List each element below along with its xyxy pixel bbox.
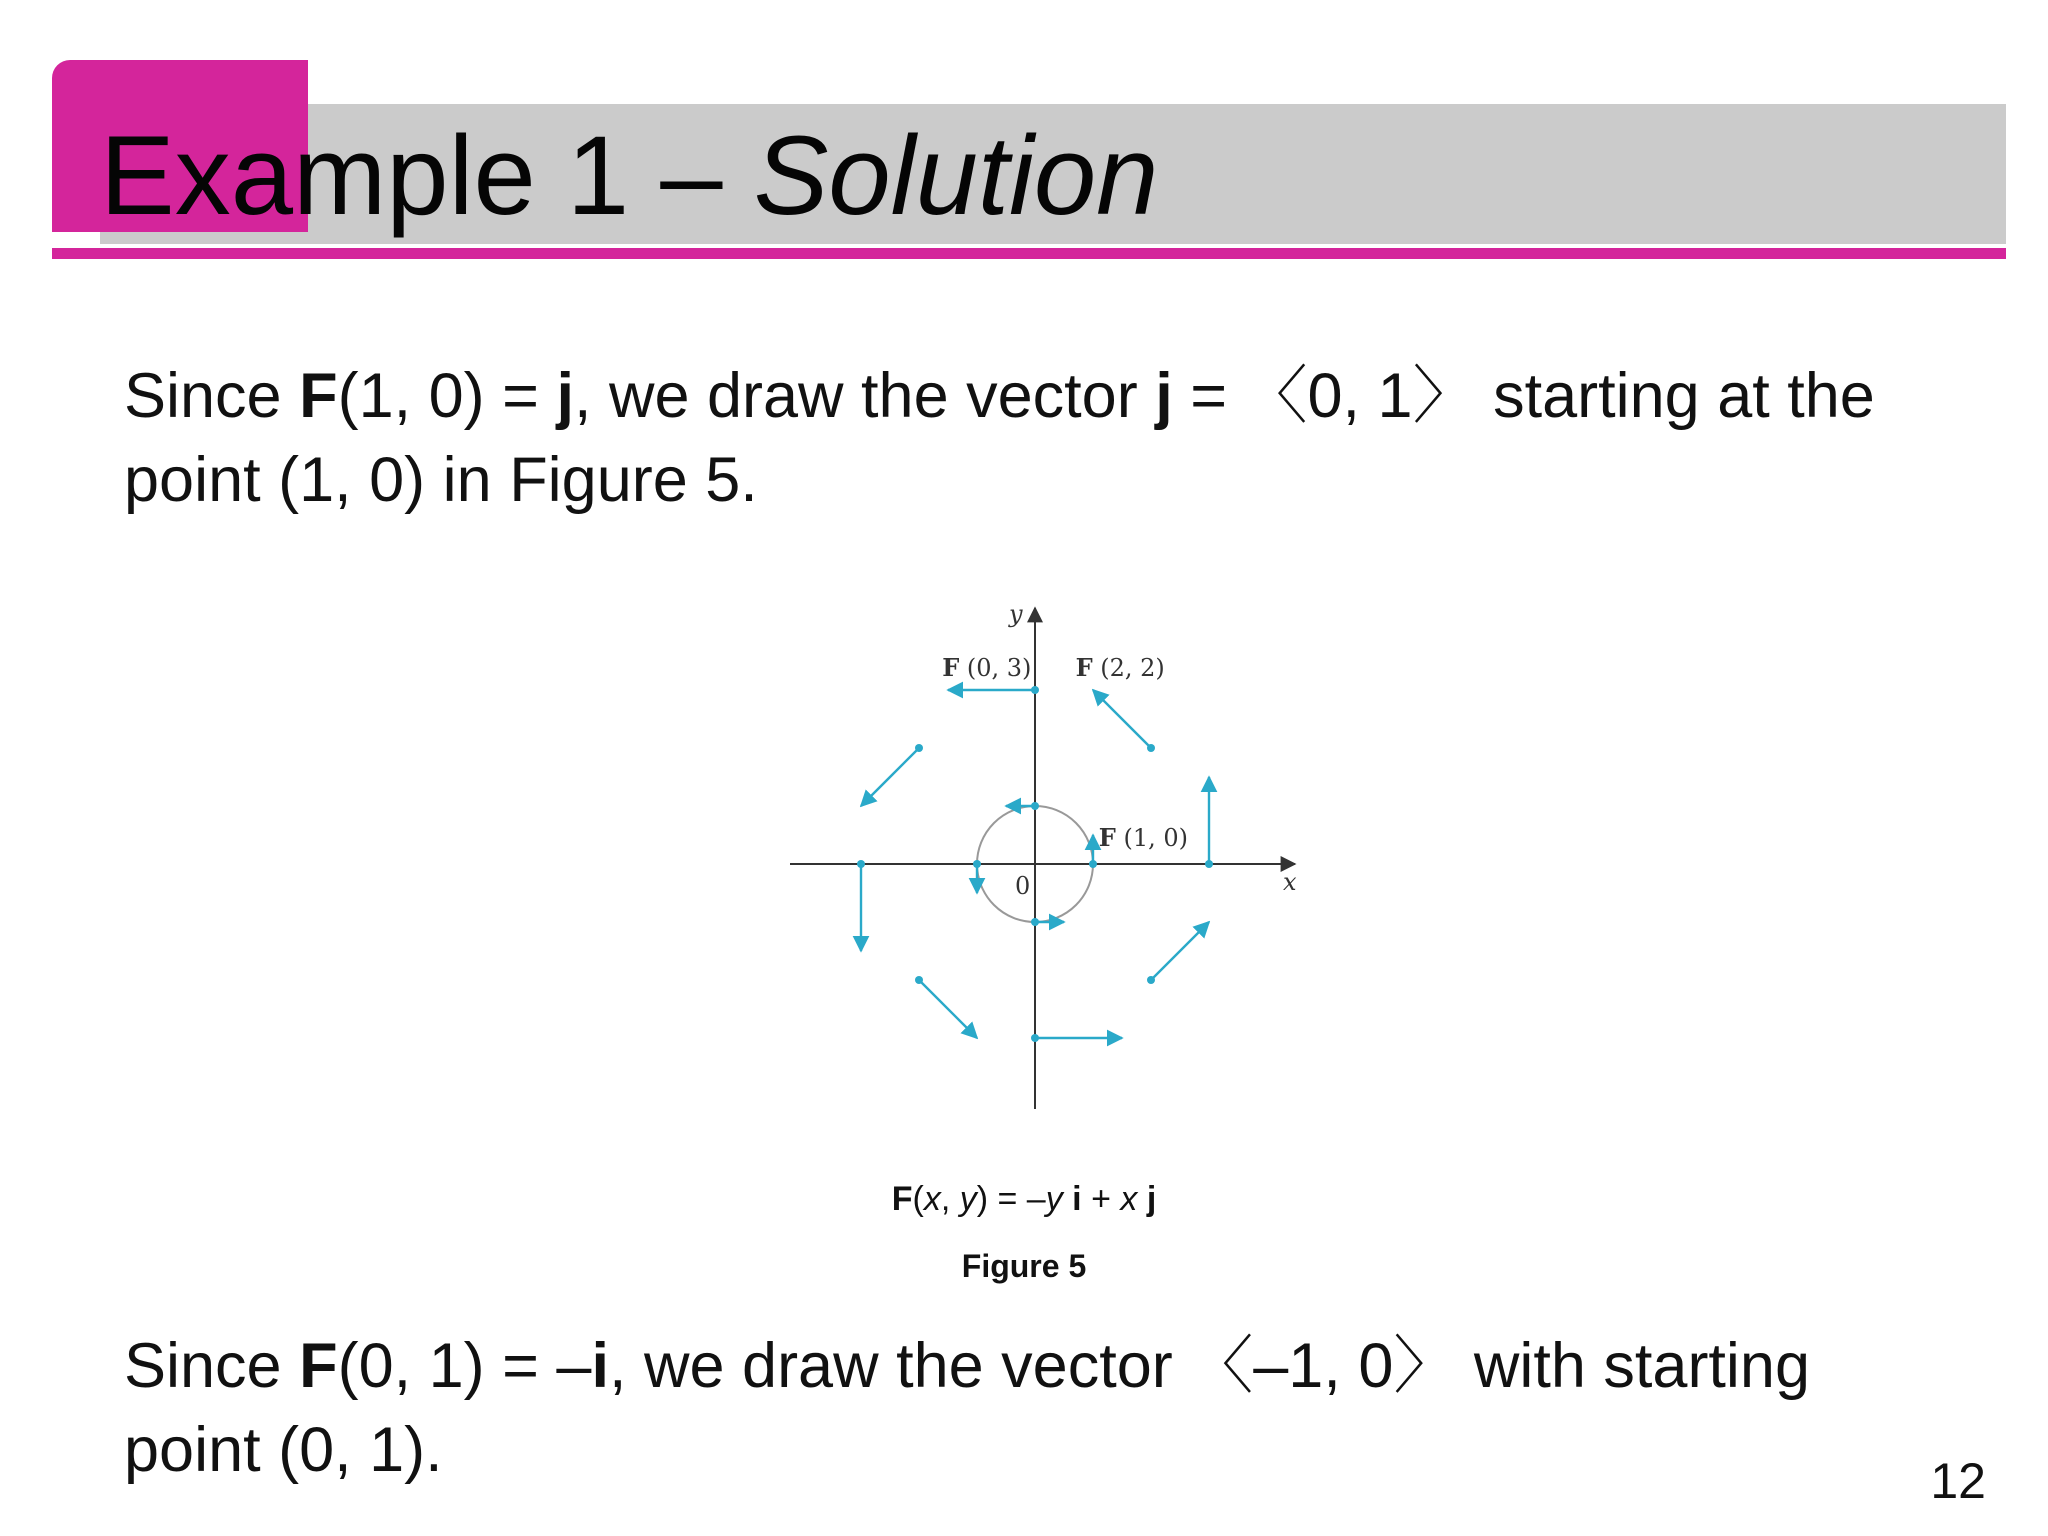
vector-base-point [1031, 918, 1039, 926]
vector-base-point [1205, 860, 1213, 868]
vector-base-point [1147, 744, 1155, 752]
paragraph-1-bold-j: j [556, 361, 574, 431]
origin-label: 0 [1015, 872, 1031, 900]
paragraph-2-text: (0, 1) = – [337, 1331, 592, 1401]
caption-text: ) = – [976, 1180, 1046, 1218]
caption-text [1137, 1180, 1146, 1218]
vector-base-point [915, 744, 923, 752]
slide-title-italic: Solution [753, 113, 1159, 238]
paragraph-1-text: (1, 0) = [337, 361, 557, 431]
vector-label-F03-bold: F [942, 653, 960, 682]
vector-base-point [915, 976, 923, 984]
caption-F: F [891, 1180, 913, 1218]
page-number: 12 [1930, 1453, 1986, 1509]
paragraph-1-text: , we draw the vector [573, 361, 1156, 431]
vector-base-point [1031, 686, 1039, 694]
figure-equation-caption [0, 1180, 2048, 1219]
vector-base-point [857, 860, 865, 868]
vector-label-F03-args: (0, 3) [959, 654, 1032, 682]
paragraph-1 [124, 354, 1924, 522]
caption-x: x [1120, 1180, 1138, 1218]
caption-x: x [923, 1180, 941, 1218]
paragraph-1-bold-j: j [1155, 361, 1173, 431]
caption-text: ( [912, 1180, 924, 1218]
slide-title [100, 113, 1159, 238]
vector-field-plot [780, 596, 1320, 1116]
vector-label-F10 [1099, 823, 1188, 852]
paragraph-1-text: Since [124, 361, 300, 431]
vector-base-point [973, 860, 981, 868]
vector-arrow [1093, 690, 1151, 748]
caption-text: + [1081, 1180, 1121, 1218]
figure-number-caption: Figure 5 [961, 1248, 1087, 1284]
vector-label-F22-bold: F [1075, 653, 1093, 682]
title-underline [52, 248, 2006, 259]
paragraph-2 [124, 1324, 1924, 1492]
vector-base-point [1031, 802, 1039, 810]
vector-label-F10-bold: F [1098, 823, 1116, 852]
vector-base-point [1031, 1034, 1039, 1042]
vector-arrow [1151, 922, 1209, 980]
paragraph-2-text: , we draw the vector 〈–1, 0〉 with starting point (0, 1). [124, 1331, 1810, 1485]
paragraph-1-text: = 〈0, 1〉 starting at the point (1, 0) in Figure 5. [124, 361, 1875, 515]
paragraph-2-text: Since [124, 1331, 300, 1401]
paragraph-1-bold-F: F [299, 361, 338, 431]
vector-label-F22 [1076, 653, 1165, 682]
caption-text: , [940, 1180, 960, 1218]
y-axis-label: y [1009, 600, 1023, 628]
vector-label-F10-args: (1, 0) [1115, 824, 1189, 852]
vector-arrow [919, 980, 977, 1038]
vector-arrow [861, 748, 919, 806]
paragraph-2-bold-F: F [299, 1331, 338, 1401]
caption-j: j [1146, 1180, 1157, 1218]
paragraph-2-bold-i: i [591, 1331, 609, 1401]
caption-text [1063, 1180, 1072, 1218]
slide-title-main: Example 1 – [100, 113, 754, 238]
caption-y: y [1045, 1180, 1063, 1218]
x-axis-label: x [1283, 868, 1297, 896]
vector-label-F03 [942, 653, 1031, 682]
vector-base-point [1147, 976, 1155, 984]
caption-y: y [959, 1180, 977, 1218]
vector-label-F22-args: (2, 2) [1092, 654, 1165, 682]
caption-i: i [1072, 1180, 1082, 1218]
figure-5 [780, 596, 1320, 1116]
vector-base-point [1089, 860, 1097, 868]
